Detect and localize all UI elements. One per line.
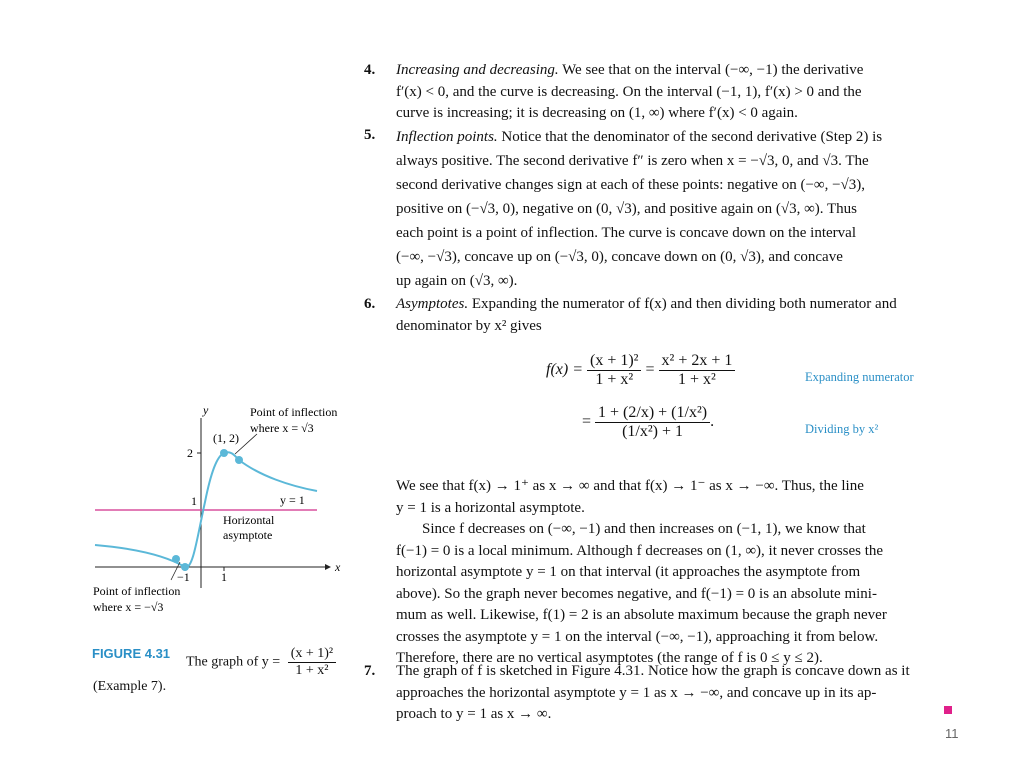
continuation-line: y = 1 is a horizontal asymptote. (396, 499, 585, 516)
item-6-text (396, 294, 954, 337)
item-7-line: proach to y = 1 as x → ∞. (396, 706, 552, 722)
equation-lhs: f(x) = (546, 361, 583, 379)
inflection-label-bottom-condition: where x = −√3 (93, 600, 164, 614)
item-6-line: denominator by x² gives (396, 317, 542, 334)
item-4-line: We see that on the interval (−∞, −1) the derivative (562, 62, 864, 78)
tick-label-y2: 2 (187, 446, 193, 460)
equation-note-dividing: Dividing by x² (805, 422, 879, 436)
fraction-numerator: x² + 2x + 1 (659, 352, 736, 371)
continuation-line: Since f decreases on (−∞, −1) and then increases on (−1, 1), we know that (422, 521, 866, 537)
item-5-title: Inflection points. (396, 129, 498, 145)
figure-caption (186, 646, 336, 679)
continuation-line: horizontal asymptote y = 1 on that interval (it approaches the asymptote from (396, 564, 861, 580)
equals-sign: = (582, 413, 592, 431)
figure-caption-label: FIGURE 4.31 (92, 646, 171, 661)
equation-line-2 (582, 404, 714, 441)
equals-sign: = (645, 361, 655, 379)
asymptote-label: asymptote (223, 528, 273, 542)
item-6-number: 6. (364, 296, 376, 312)
inflection-label-top-condition: where x = √3 (250, 421, 314, 435)
item-6-line: Expanding the numerator of f(x) and then dividing both numerator and (471, 296, 897, 312)
fraction-numerator: (x + 1)² (288, 646, 336, 663)
item-7-number: 7. (364, 663, 376, 679)
fraction-numerator: (x + 1)² (587, 352, 641, 371)
continuation-line: f(−1) = 0 is a local minimum. Although f decreases on (1, ∞), it never crosses the (396, 542, 884, 559)
equation-fraction-3 (595, 404, 710, 441)
continuation-line: We see that f(x) → 1⁺ as x → ∞ and that f(x) → 1⁻ as x → −∞. Thus, the line (396, 478, 864, 494)
asymptote-label: Horizontal (223, 513, 275, 527)
item-7-text (396, 661, 954, 726)
fraction-denominator: 1 + x² (295, 663, 329, 678)
item-4-line: f′(x) < 0, and the curve is decreasing. On the interval (−1, 1), f′(x) > 0 and the (396, 83, 862, 100)
continuation-line: crosses the asymptote y = 1 on the interval (−∞, −1), approaching it from below. (396, 628, 879, 645)
figure-graph (85, 398, 355, 623)
tick-label-y1: 1 (191, 494, 197, 508)
caption-text: The graph of y = (186, 654, 281, 670)
continuation-line: Therefore, there are no vertical asymptotes (the range of f is 0 ≤ y ≤ 2). (396, 650, 823, 666)
item-4-line: curve is increasing; it is decreasing on (1, ∞) where f′(x) < 0 again. (396, 105, 798, 121)
inflection-label-top: Point of inflection (250, 405, 338, 419)
continuation-text (396, 476, 954, 670)
page-number: 11 (945, 726, 959, 741)
item-5-line: Notice that the denominator of the second derivative (Step 2) is (501, 129, 883, 145)
equation-line-1 (546, 352, 735, 389)
item-5-line: (−∞, −√3), concave up on (−√3, 0), concave down on (0, √3), and concave (396, 249, 843, 265)
equation-period: . (710, 413, 715, 431)
x-axis-label: x (335, 560, 341, 574)
y-axis-label: y (203, 403, 209, 417)
item-6-title: Asymptotes. (396, 296, 469, 312)
end-of-example-mark (944, 706, 952, 714)
figure-caption-example: (Example 7). (93, 679, 167, 694)
item-5-line: up again on (√3, ∞). (396, 273, 518, 289)
fraction-denominator: 1 + x² (595, 371, 634, 388)
fraction-denominator: (1/x²) + 1 (622, 423, 684, 440)
tick-label-xm1: −1 (177, 570, 190, 584)
fraction-numerator: 1 + (2/x) + (1/x²) (595, 404, 710, 423)
continuation-line: above). So the graph never becomes negative, and f(−1) = 0 is an absolute mini- (396, 585, 877, 602)
inflection-point-left (172, 555, 180, 563)
equation-fraction-1 (587, 352, 641, 389)
equation-note-expanding: Expanding numerator (805, 370, 914, 384)
item-4-title: Increasing and decreasing. (396, 62, 559, 78)
inflection-label-bottom: Point of inflection (93, 584, 181, 598)
x-axis-arrow-icon (325, 564, 331, 570)
fraction-denominator: 1 + x² (678, 371, 716, 388)
max-point-label: (1, 2) (213, 431, 239, 445)
item-5-line: always positive. The second derivative f″ is zero when x = −√3, 0, and √3. The (396, 153, 869, 169)
item-5-line: each point is a point of inflection. The curve is concave down on the interval (396, 225, 856, 241)
item-5-text (396, 125, 954, 293)
item-7-line: approaches the horizontal asymptote y = 1 as x → −∞, and concave up in its ap- (396, 684, 877, 701)
item-5-number: 5. (364, 127, 376, 143)
item-5-line: positive on (−√3, 0), negative on (0, √3), and positive again on (√3, ∞). Thus (396, 201, 857, 217)
maximum-point (220, 449, 228, 457)
continuation-line: mum as well. Likewise, f(1) = 2 is an absolute maximum because the graph never (396, 607, 887, 623)
equation-fraction-2 (659, 352, 736, 389)
asymptote-equation-label: y = 1 (280, 493, 305, 507)
caption-fraction (288, 646, 336, 679)
item-7-line: The graph of f is sketched in Figure 4.31. Notice how the graph is concave down as it (396, 663, 910, 679)
item-4-number: 4. (364, 62, 376, 78)
inflection-point-right (235, 456, 243, 464)
tick-label-x1: 1 (221, 570, 227, 584)
item-4-text (396, 60, 954, 125)
item-5-line: second derivative changes sign at each of these points: negative on (−∞, −√3), (396, 177, 866, 193)
